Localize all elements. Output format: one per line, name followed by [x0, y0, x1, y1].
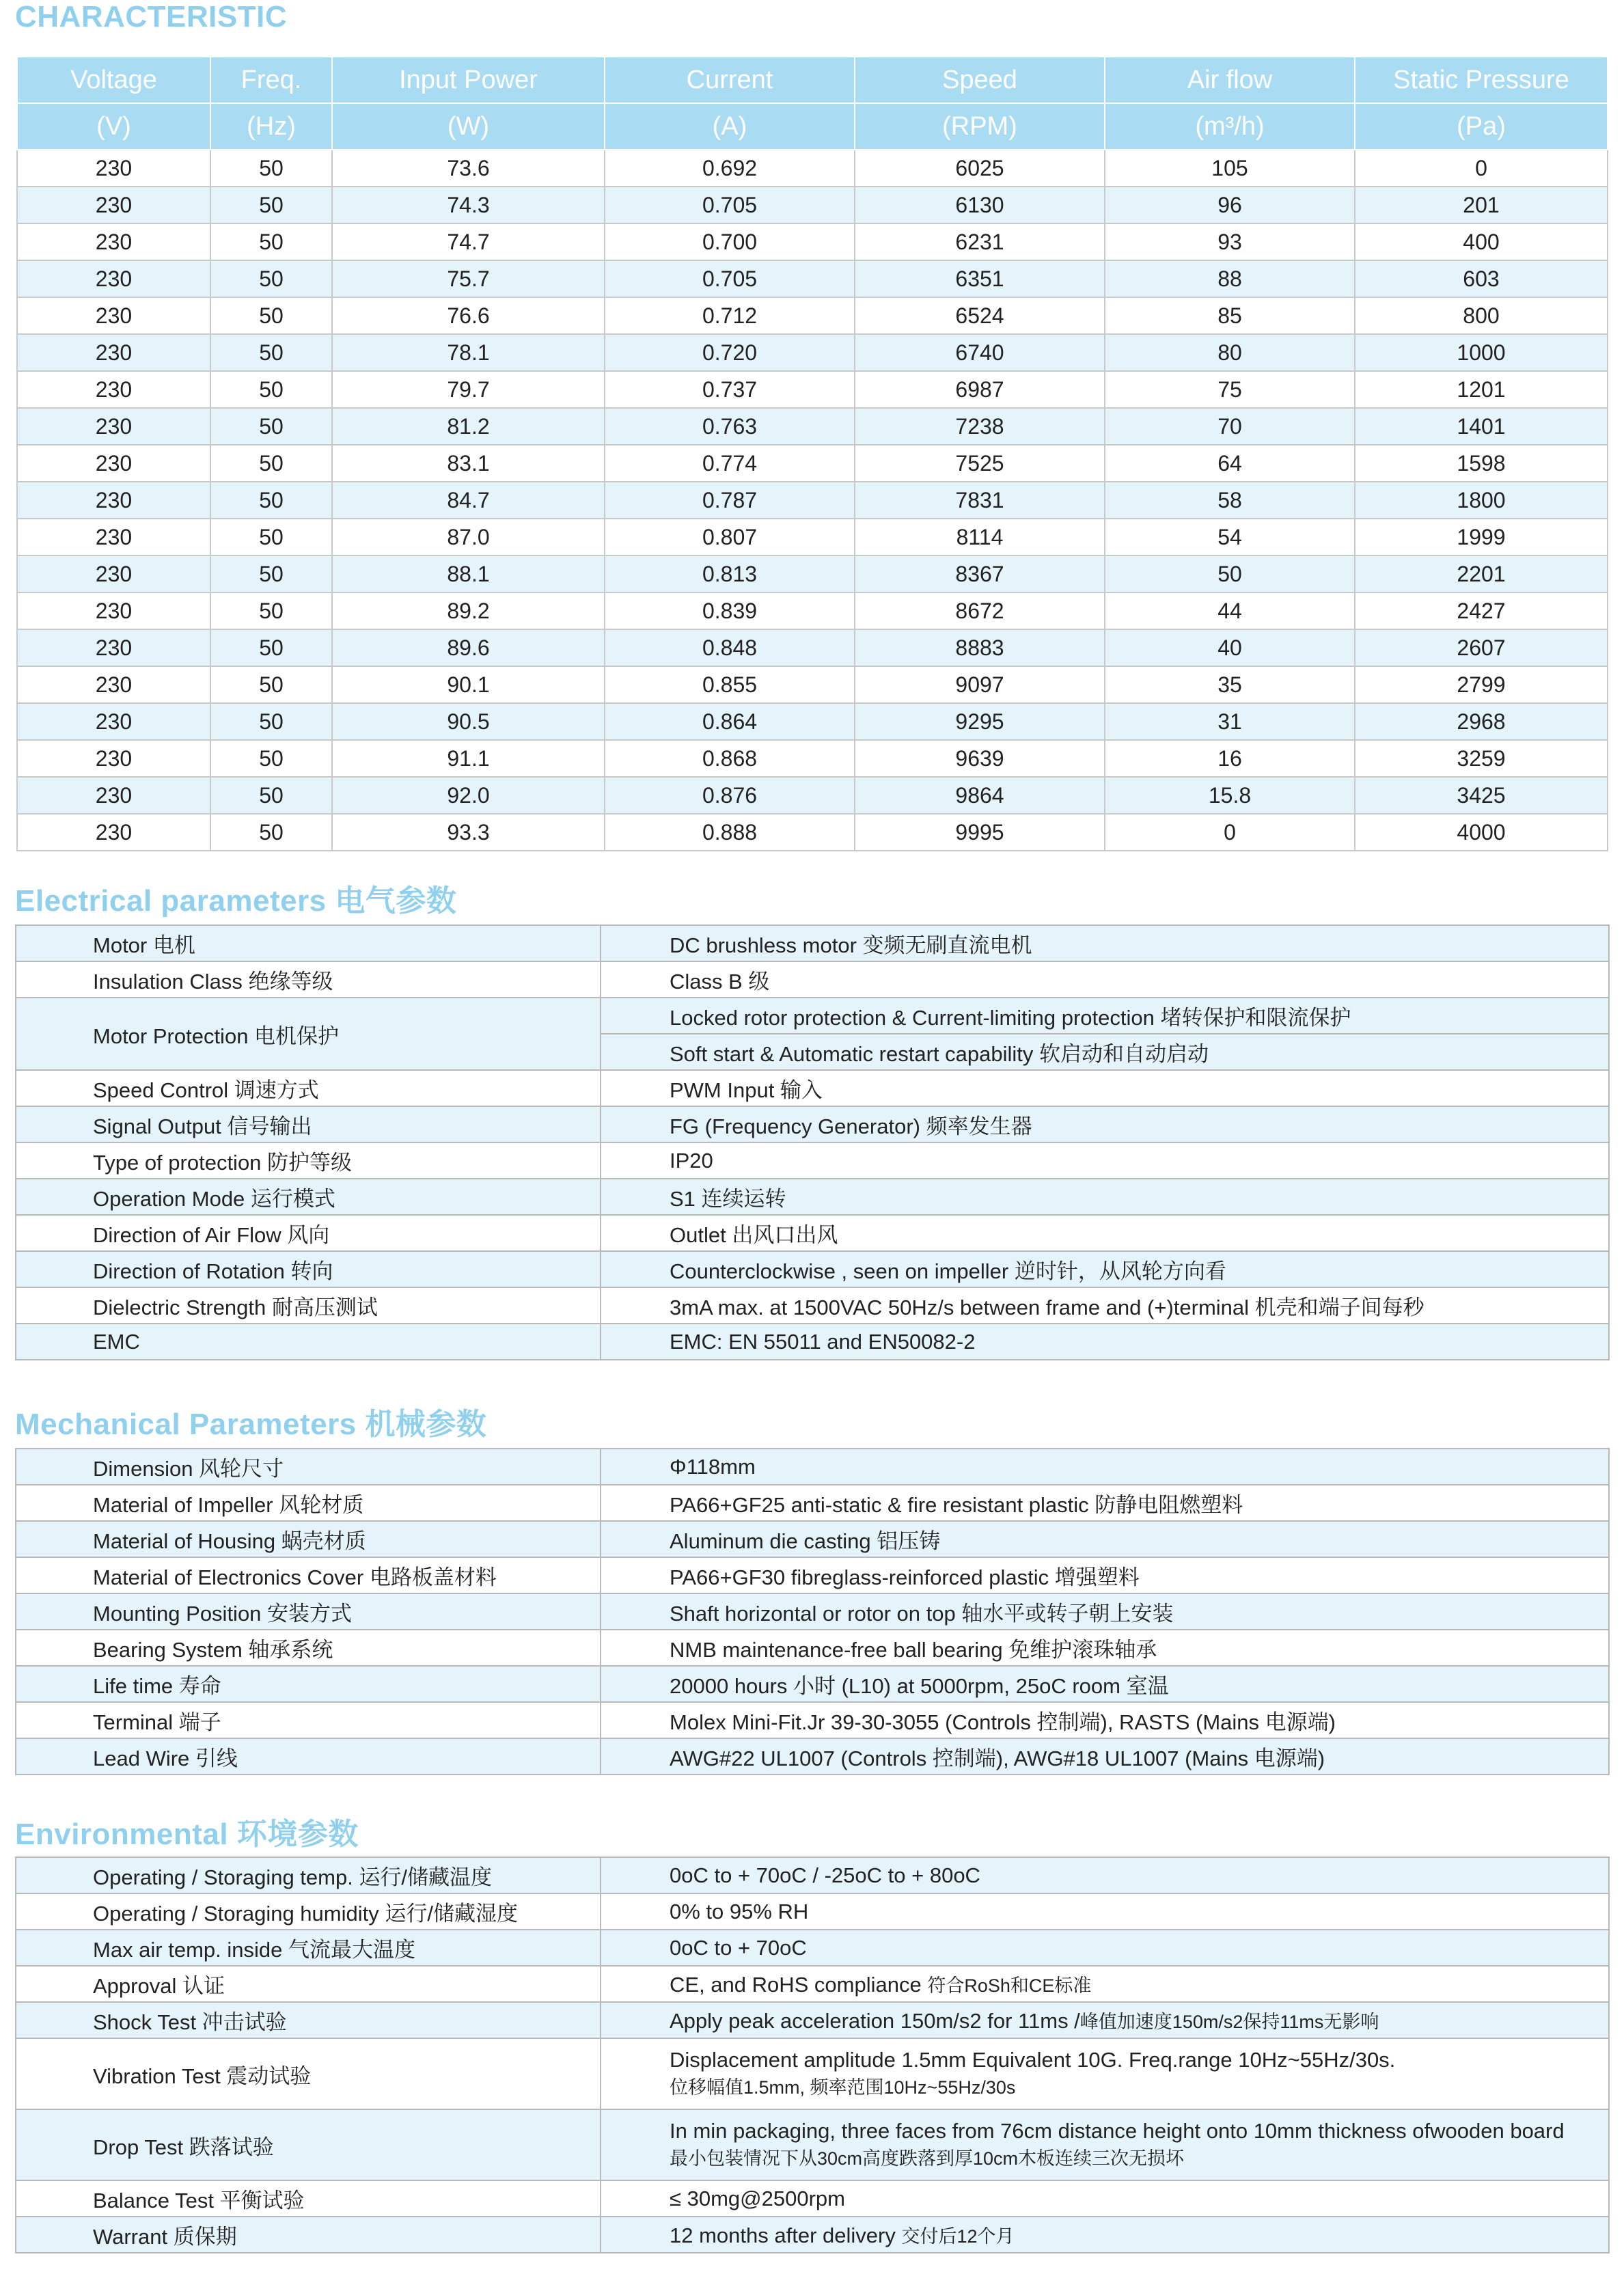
cell-freq: 50 [210, 260, 332, 297]
cell-air-flow: 58 [1105, 482, 1355, 519]
param-label: Max air temp. inside 气流最大温度 [16, 1930, 601, 1966]
cell-input-power: 90.1 [332, 666, 605, 703]
cell-air-flow: 31 [1105, 703, 1355, 740]
param-label: Motor Protection 电机保护 [16, 998, 601, 1070]
cell-speed: 6524 [855, 297, 1105, 334]
cell-speed: 8367 [855, 556, 1105, 592]
cell-input-power: 74.3 [332, 187, 605, 223]
electrical-table [15, 924, 1610, 1360]
cell-static-pressure: 0 [1355, 150, 1608, 187]
param-value: AWG#22 UL1007 (Controls 控制端), AWG#18 UL1007 (Mains 电源端) [601, 1738, 1609, 1775]
param-value: 0oC to + 70oC [601, 1930, 1609, 1966]
cell-freq: 50 [210, 482, 332, 519]
table-row [16, 1930, 1609, 1966]
cell-air-flow: 70 [1105, 408, 1355, 445]
cell-current: 0.876 [605, 777, 855, 814]
param-label: Warrant 质保期 [16, 2217, 601, 2253]
cell-input-power: 93.3 [332, 814, 605, 851]
cell-freq: 50 [210, 592, 332, 629]
param-label: Operation Mode 运行模式 [16, 1179, 601, 1215]
mechanical-title: Mechanical Parameters 机械参数 [15, 1408, 487, 1441]
cell-air-flow: 93 [1105, 223, 1355, 260]
cell-static-pressure: 4000 [1355, 814, 1608, 851]
cell-static-pressure: 201 [1355, 187, 1608, 223]
table-row [17, 482, 1608, 519]
param-value: Soft start & Automatic restart capability 软启动和自动启动 [601, 1034, 1609, 1070]
cell-air-flow: 54 [1105, 519, 1355, 556]
cell-static-pressure: 1598 [1355, 445, 1608, 482]
cell-voltage: 230 [17, 777, 210, 814]
characteristic-table [16, 56, 1608, 851]
cell-freq: 50 [210, 519, 332, 556]
param-value-cell [601, 1966, 1609, 2002]
table-row [17, 408, 1608, 445]
cell-input-power: 91.1 [332, 740, 605, 777]
col-header-freq: Freq. [210, 57, 332, 103]
param-label: Approval 认证 [16, 1966, 601, 2002]
param-value: 12 months after delivery [670, 2223, 902, 2247]
param-label: Lead Wire 引线 [16, 1738, 601, 1775]
cell-voltage: 230 [17, 187, 210, 223]
cell-static-pressure: 1401 [1355, 408, 1608, 445]
cell-input-power: 76.6 [332, 297, 605, 334]
cell-air-flow: 35 [1105, 666, 1355, 703]
cell-air-flow: 85 [1105, 297, 1355, 334]
cell-static-pressure: 2799 [1355, 666, 1608, 703]
cell-input-power: 89.6 [332, 629, 605, 666]
table-row [16, 961, 1609, 998]
table-row [16, 2180, 1609, 2217]
cell-current: 0.807 [605, 519, 855, 556]
cell-current: 0.705 [605, 260, 855, 297]
cell-voltage: 230 [17, 814, 210, 851]
cell-current: 0.712 [605, 297, 855, 334]
col-unit-air-flow: (m³/h) [1105, 103, 1355, 150]
table-row [16, 1179, 1609, 1215]
cell-input-power: 92.0 [332, 777, 605, 814]
cell-input-power: 84.7 [332, 482, 605, 519]
param-label: Insulation Class 绝缘等级 [16, 961, 601, 998]
param-label: Direction of Rotation 转向 [16, 1251, 601, 1287]
cell-voltage: 230 [17, 445, 210, 482]
param-value-cn: 符合RoSh和CE标准 [927, 1975, 1092, 1996]
cell-static-pressure: 2427 [1355, 592, 1608, 629]
param-value: PA66+GF25 anti-static & fire resistant plastic 防静电阻燃塑料 [601, 1485, 1609, 1521]
param-label: Material of Impeller 风轮材质 [16, 1485, 601, 1521]
table-row [16, 1215, 1609, 1251]
cell-freq: 50 [210, 408, 332, 445]
param-value: S1 连续运转 [601, 1179, 1609, 1215]
cell-current: 0.763 [605, 408, 855, 445]
col-header-voltage: Voltage [17, 57, 210, 103]
cell-current: 0.787 [605, 482, 855, 519]
cell-static-pressure: 603 [1355, 260, 1608, 297]
param-label: Dimension 风轮尺寸 [16, 1449, 601, 1485]
param-value: Apply peak acceleration 150m/s2 for 11ms / [670, 2009, 1080, 2033]
param-value-cn: 峰值加速度150m/s2保持11ms无影响 [1079, 2012, 1379, 2032]
param-value-cell [601, 2217, 1609, 2253]
cell-current: 0.692 [605, 150, 855, 187]
param-value: 0% to 95% RH [601, 1893, 1609, 1930]
cell-static-pressure: 3259 [1355, 740, 1608, 777]
table-row [16, 1142, 1609, 1179]
cell-static-pressure: 1201 [1355, 371, 1608, 408]
cell-current: 0.720 [605, 334, 855, 371]
cell-static-pressure: 3425 [1355, 777, 1608, 814]
param-value: 3mA max. at 1500VAC 50Hz/s between frame and (+)terminal 机壳和端子间每秒 [601, 1287, 1609, 1324]
table-row [16, 998, 1609, 1034]
cell-current: 0.848 [605, 629, 855, 666]
col-header-current: Current [605, 57, 855, 103]
cell-speed: 9295 [855, 703, 1105, 740]
cell-current: 0.813 [605, 556, 855, 592]
cell-current: 0.705 [605, 187, 855, 223]
electrical-title: Electrical parameters 电气参数 [15, 884, 457, 918]
cell-input-power: 83.1 [332, 445, 605, 482]
table-row [16, 925, 1609, 961]
cell-air-flow: 44 [1105, 592, 1355, 629]
cell-air-flow: 0 [1105, 814, 1355, 851]
cell-voltage: 230 [17, 334, 210, 371]
cell-voltage: 230 [17, 703, 210, 740]
cell-input-power: 74.7 [332, 223, 605, 260]
param-value: Locked rotor protection & Current-limiting protection 堵转保护和限流保护 [601, 998, 1609, 1034]
param-label: Drop Test 跌落试验 [16, 2109, 601, 2180]
cell-speed: 6351 [855, 260, 1105, 297]
table-row [16, 1593, 1609, 1630]
cell-air-flow: 50 [1105, 556, 1355, 592]
table-row [17, 150, 1608, 187]
param-label: Motor 电机 [16, 925, 601, 961]
param-label: Terminal 端子 [16, 1702, 601, 1738]
cell-air-flow: 40 [1105, 629, 1355, 666]
param-value-cell [601, 2038, 1609, 2109]
table-row [17, 371, 1608, 408]
col-unit-voltage: (V) [17, 103, 210, 150]
table-row [16, 1106, 1609, 1142]
table-row [16, 1630, 1609, 1666]
table-row [16, 2038, 1609, 2109]
param-value: PA66+GF30 fibreglass-reinforced plastic 增强塑料 [601, 1557, 1609, 1593]
table-row [17, 334, 1608, 371]
table-row [17, 445, 1608, 482]
table-row [16, 2109, 1609, 2180]
cell-speed: 9995 [855, 814, 1105, 851]
param-label: Life time 寿命 [16, 1666, 601, 1702]
cell-freq: 50 [210, 187, 332, 223]
param-value: In min packaging, three faces from 76cm distance height onto 10mm thickness ofwooden board [670, 2119, 1565, 2143]
cell-input-power: 78.1 [332, 334, 605, 371]
param-value: Outlet 出风口出风 [601, 1215, 1609, 1251]
cell-current: 0.888 [605, 814, 855, 851]
cell-air-flow: 105 [1105, 150, 1355, 187]
cell-speed: 6130 [855, 187, 1105, 223]
param-value: CE, and RoHS compliance [670, 1973, 928, 1997]
cell-static-pressure: 1999 [1355, 519, 1608, 556]
cell-static-pressure: 800 [1355, 297, 1608, 334]
cell-speed: 7831 [855, 482, 1105, 519]
param-value-cell [601, 2002, 1609, 2038]
cell-speed: 9864 [855, 777, 1105, 814]
col-unit-current: (A) [605, 103, 855, 150]
table-row [16, 1449, 1609, 1485]
cell-static-pressure: 2968 [1355, 703, 1608, 740]
cell-freq: 50 [210, 703, 332, 740]
param-value: Molex Mini-Fit.Jr 39-30-3055 (Controls 控制端), RASTS (Mains 电源端) [601, 1702, 1609, 1738]
param-value: DC brushless motor 变频无刷直流电机 [601, 925, 1609, 961]
table-row [16, 1738, 1609, 1775]
param-value: ≤ 30mg@2500rpm [601, 2180, 1609, 2217]
table-row [16, 1857, 1609, 1893]
param-label: Material of Housing 蜗壳材质 [16, 1521, 601, 1557]
param-value: PWM Input 输入 [601, 1070, 1609, 1106]
cell-freq: 50 [210, 334, 332, 371]
cell-input-power: 87.0 [332, 519, 605, 556]
cell-speed: 6987 [855, 371, 1105, 408]
table-row [17, 666, 1608, 703]
cell-voltage: 230 [17, 371, 210, 408]
param-value: Class B 级 [601, 961, 1609, 998]
param-label: Operating / Storaging temp. 运行/储藏温度 [16, 1857, 601, 1893]
col-header-speed: Speed [855, 57, 1105, 103]
table-row [16, 1893, 1609, 1930]
cell-voltage: 230 [17, 260, 210, 297]
cell-current: 0.868 [605, 740, 855, 777]
characteristic-title: CHARACTERISTIC [15, 0, 288, 33]
param-label: Dielectric Strength 耐高压测试 [16, 1287, 601, 1324]
cell-input-power: 88.1 [332, 556, 605, 592]
table-row [16, 1557, 1609, 1593]
cell-freq: 50 [210, 371, 332, 408]
table-row [17, 629, 1608, 666]
cell-freq: 50 [210, 445, 332, 482]
param-label: Balance Test 平衡试验 [16, 2180, 601, 2217]
header-row-names [17, 57, 1608, 103]
table-row [17, 740, 1608, 777]
table-row [16, 1324, 1609, 1360]
table-row [17, 703, 1608, 740]
table-row [17, 777, 1608, 814]
param-label: Material of Electronics Cover 电路板盖材料 [16, 1557, 601, 1593]
cell-freq: 50 [210, 740, 332, 777]
cell-input-power: 75.7 [332, 260, 605, 297]
table-row [16, 2217, 1609, 2253]
col-unit-speed: (RPM) [855, 103, 1105, 150]
table-row [17, 297, 1608, 334]
table-row [16, 1287, 1609, 1324]
cell-static-pressure: 2607 [1355, 629, 1608, 666]
param-label: Vibration Test 震动试验 [16, 2038, 601, 2109]
table-row [17, 519, 1608, 556]
cell-air-flow: 64 [1105, 445, 1355, 482]
table-row [17, 187, 1608, 223]
table-row [17, 556, 1608, 592]
cell-voltage: 230 [17, 556, 210, 592]
table-row [16, 1251, 1609, 1287]
param-value: 0oC to + 70oC / -25oC to + 80oC [601, 1857, 1609, 1893]
col-header-static-pressure: Static Pressure [1355, 57, 1608, 103]
table-row [17, 223, 1608, 260]
param-value: 20000 hours 小时 (L10) at 5000rpm, 25oC room 室温 [601, 1666, 1609, 1702]
cell-voltage: 230 [17, 629, 210, 666]
table-row [16, 1666, 1609, 1702]
cell-current: 0.839 [605, 592, 855, 629]
table-row [17, 814, 1608, 851]
cell-speed: 6231 [855, 223, 1105, 260]
col-unit-input-power: (W) [332, 103, 605, 150]
param-value: Shaft horizontal or rotor on top 轴水平或转子朝上安装 [601, 1593, 1609, 1630]
param-value-cell [601, 2109, 1609, 2180]
cell-speed: 8883 [855, 629, 1105, 666]
cell-speed: 7525 [855, 445, 1105, 482]
cell-freq: 50 [210, 666, 332, 703]
mechanical-table [15, 1448, 1610, 1775]
col-header-input-power: Input Power [332, 57, 605, 103]
cell-air-flow: 15.8 [1105, 777, 1355, 814]
param-value-cn: 最小包装情况下从30cm高度跌落到厚10cm木板连续三次无损坏 [670, 2148, 1185, 2169]
cell-voltage: 230 [17, 740, 210, 777]
param-label: Operating / Storaging humidity 运行/储藏湿度 [16, 1893, 601, 1930]
cell-freq: 50 [210, 556, 332, 592]
table-row [17, 592, 1608, 629]
param-value: EMC: EN 55011 and EN50082-2 [601, 1324, 1609, 1360]
cell-input-power: 81.2 [332, 408, 605, 445]
cell-current: 0.864 [605, 703, 855, 740]
table-row [16, 1702, 1609, 1738]
cell-current: 0.855 [605, 666, 855, 703]
col-header-air-flow: Air flow [1105, 57, 1355, 103]
cell-voltage: 230 [17, 592, 210, 629]
param-value: IP20 [601, 1142, 1609, 1179]
param-value-cn: 位移幅值1.5mm, 频率范围10Hz~55Hz/30s [670, 2077, 1016, 2098]
cell-voltage: 230 [17, 666, 210, 703]
cell-air-flow: 75 [1105, 371, 1355, 408]
cell-static-pressure: 1800 [1355, 482, 1608, 519]
cell-static-pressure: 1000 [1355, 334, 1608, 371]
param-label: Shock Test 冲击试验 [16, 2002, 601, 2038]
cell-speed: 8672 [855, 592, 1105, 629]
cell-input-power: 79.7 [332, 371, 605, 408]
cell-freq: 50 [210, 629, 332, 666]
table-row [16, 2002, 1609, 2038]
param-value: Φ118mm [601, 1449, 1609, 1485]
param-label: Direction of Air Flow 风向 [16, 1215, 601, 1251]
cell-freq: 50 [210, 150, 332, 187]
cell-speed: 9097 [855, 666, 1105, 703]
cell-speed: 7238 [855, 408, 1105, 445]
param-value: NMB maintenance-free ball bearing 免维护滚珠轴承 [601, 1630, 1609, 1666]
cell-speed: 9639 [855, 740, 1105, 777]
cell-input-power: 89.2 [332, 592, 605, 629]
cell-air-flow: 96 [1105, 187, 1355, 223]
cell-voltage: 230 [17, 408, 210, 445]
cell-current: 0.737 [605, 371, 855, 408]
param-value: Aluminum die casting 铝压铸 [601, 1521, 1609, 1557]
cell-air-flow: 80 [1105, 334, 1355, 371]
param-label: Bearing System 轴承系统 [16, 1630, 601, 1666]
environmental-title: Environmental 环境参数 [15, 1818, 359, 1851]
cell-voltage: 230 [17, 150, 210, 187]
cell-air-flow: 88 [1105, 260, 1355, 297]
table-row [16, 1070, 1609, 1106]
param-value: Displacement amplitude 1.5mm Equivalent 10G. Freq.range 10Hz~55Hz/30s. [670, 2048, 1396, 2072]
cell-voltage: 230 [17, 223, 210, 260]
param-label: Signal Output 信号输出 [16, 1106, 601, 1142]
param-value: Counterclockwise , seen on impeller 逆时针，从风轮方向看 [601, 1251, 1609, 1287]
header-row-units [17, 103, 1608, 150]
cell-input-power: 73.6 [332, 150, 605, 187]
cell-current: 0.700 [605, 223, 855, 260]
cell-speed: 6025 [855, 150, 1105, 187]
param-label: Mounting Position 安装方式 [16, 1593, 601, 1630]
table-row [16, 1485, 1609, 1521]
cell-speed: 8114 [855, 519, 1105, 556]
param-value: FG (Frequency Generator) 频率发生器 [601, 1106, 1609, 1142]
param-label: Type of protection 防护等级 [16, 1142, 601, 1179]
cell-static-pressure: 400 [1355, 223, 1608, 260]
table-row [16, 1521, 1609, 1557]
cell-voltage: 230 [17, 519, 210, 556]
col-unit-freq: (Hz) [210, 103, 332, 150]
table-row [16, 1966, 1609, 2002]
cell-current: 0.774 [605, 445, 855, 482]
table-row [17, 260, 1608, 297]
cell-freq: 50 [210, 814, 332, 851]
param-label: EMC [16, 1324, 601, 1360]
cell-input-power: 90.5 [332, 703, 605, 740]
cell-voltage: 230 [17, 482, 210, 519]
cell-speed: 6740 [855, 334, 1105, 371]
param-value-cn: 交付后12个月 [901, 2226, 1015, 2247]
col-unit-static-pressure: (Pa) [1355, 103, 1608, 150]
cell-voltage: 230 [17, 297, 210, 334]
cell-freq: 50 [210, 777, 332, 814]
cell-freq: 50 [210, 297, 332, 334]
cell-air-flow: 16 [1105, 740, 1355, 777]
cell-freq: 50 [210, 223, 332, 260]
environmental-table [15, 1857, 1610, 2254]
cell-static-pressure: 2201 [1355, 556, 1608, 592]
param-label: Speed Control 调速方式 [16, 1070, 601, 1106]
